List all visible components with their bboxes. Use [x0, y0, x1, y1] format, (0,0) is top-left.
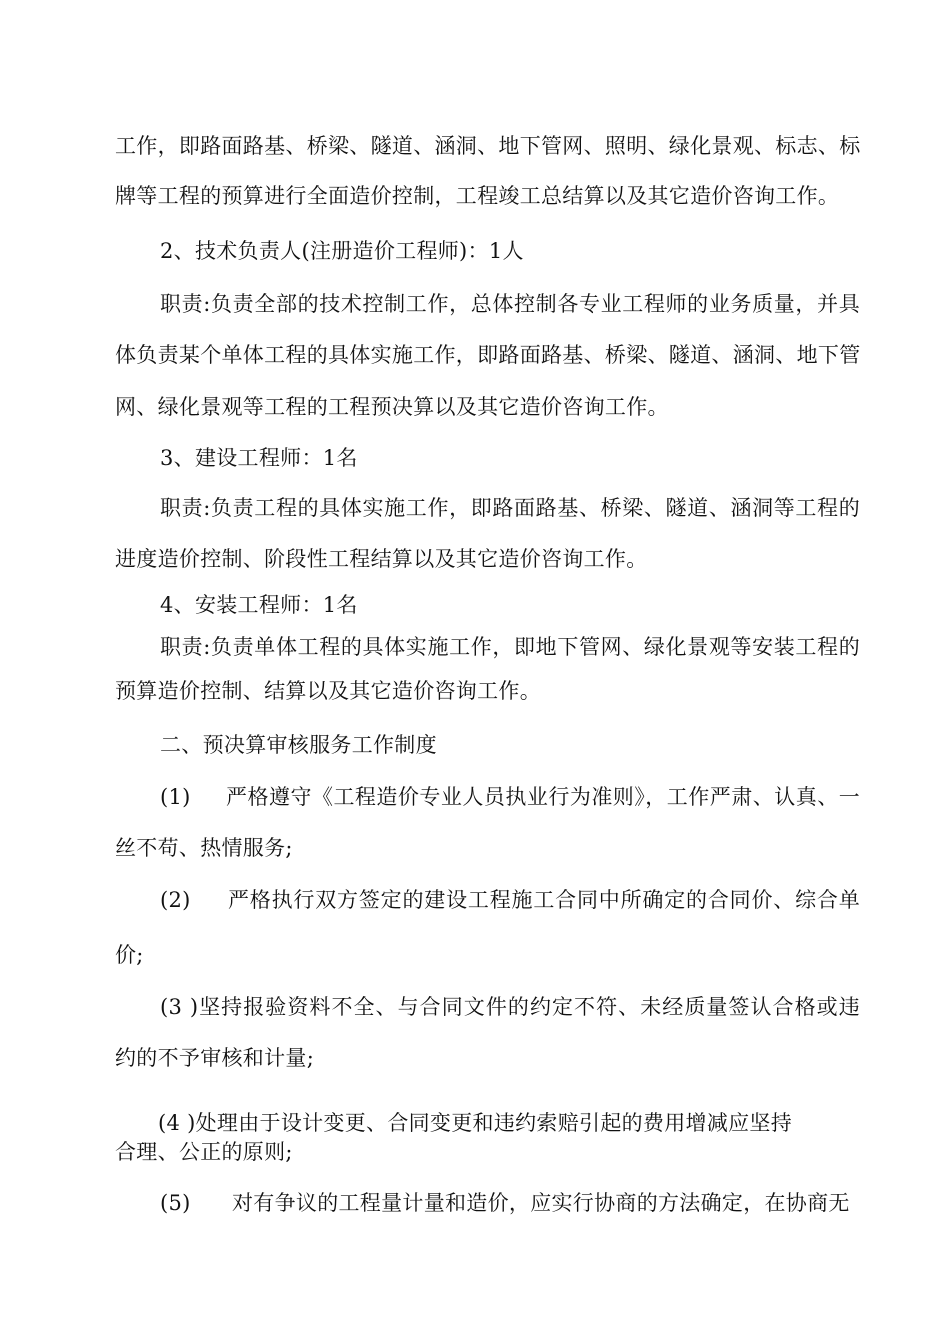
paragraph-line: 职责:负责工程的具体实施工作，即路面路基、桥梁、隧道、涵洞等工程的 [160, 496, 860, 520]
paragraph-line: 丝不苟、热情服务; [115, 836, 293, 860]
paragraph-line: 约的不予审核和计量; [115, 1046, 315, 1070]
section-heading: 二、预决算审核服务工作制度 [160, 733, 437, 757]
paragraph-line: 职责:负责单体工程的具体实施工作，即地下管网、绿化景观等安装工程的 [160, 635, 860, 659]
list-number: (5) [160, 1191, 191, 1215]
list-item-text: 严格执行双方签定的建设工程施工合同中所确定的合同价、综合单 [228, 888, 860, 912]
paragraph-line: 预算造价控制、结算以及其它造价咨询工作。 [115, 679, 541, 703]
section-heading: 2、技术负责人(注册造价工程师)：1人 [160, 239, 524, 263]
list-item-text: 严格遵守《工程造价专业人员执业行为准则》，工作严肃、认真、一 [226, 785, 860, 809]
list-item-text: (3 )坚持报验资料不全、与合同文件的约定不符、未经质量签认合格或违 [160, 995, 860, 1019]
paragraph-line: 合理、公正的原则; [115, 1140, 293, 1164]
paragraph-line: 职责:负责全部的技术控制工作，总体控制各专业工程师的业务质量，并具 [160, 292, 860, 316]
paragraph-line: 进度造价控制、阶段性工程结算以及其它造价咨询工作。 [115, 547, 648, 571]
paragraph-line: 工作，即路面路基、桥梁、隧道、涵洞、地下管网、照明、绿化景观、标志、标 [115, 134, 861, 158]
list-number: (2) [160, 888, 191, 912]
section-heading: 3、建设工程师：1名 [160, 446, 358, 470]
section-heading: 4、安装工程师：1名 [160, 593, 358, 617]
paragraph-line: 牌等工程的预算进行全面造价控制，工程竣工总结算以及其它造价咨询工作。 [115, 184, 840, 208]
list-item-text: (4 )处理由于设计变更、合同变更和违约索赔引起的费用增减应坚持 [158, 1111, 793, 1135]
paragraph-line: 网、绿化景观等工程的工程预决算以及其它造价咨询工作。 [115, 395, 669, 419]
paragraph-line: 价; [115, 943, 144, 967]
list-item-text: 对有争议的工程量计量和造价，应实行协商的方法确定，在协商无 [232, 1191, 850, 1215]
paragraph-line: 体负责某个单体工程的具体实施工作，即路面路基、桥梁、隧道、涵洞、地下管 [115, 343, 861, 367]
list-number: (1) [160, 785, 191, 809]
